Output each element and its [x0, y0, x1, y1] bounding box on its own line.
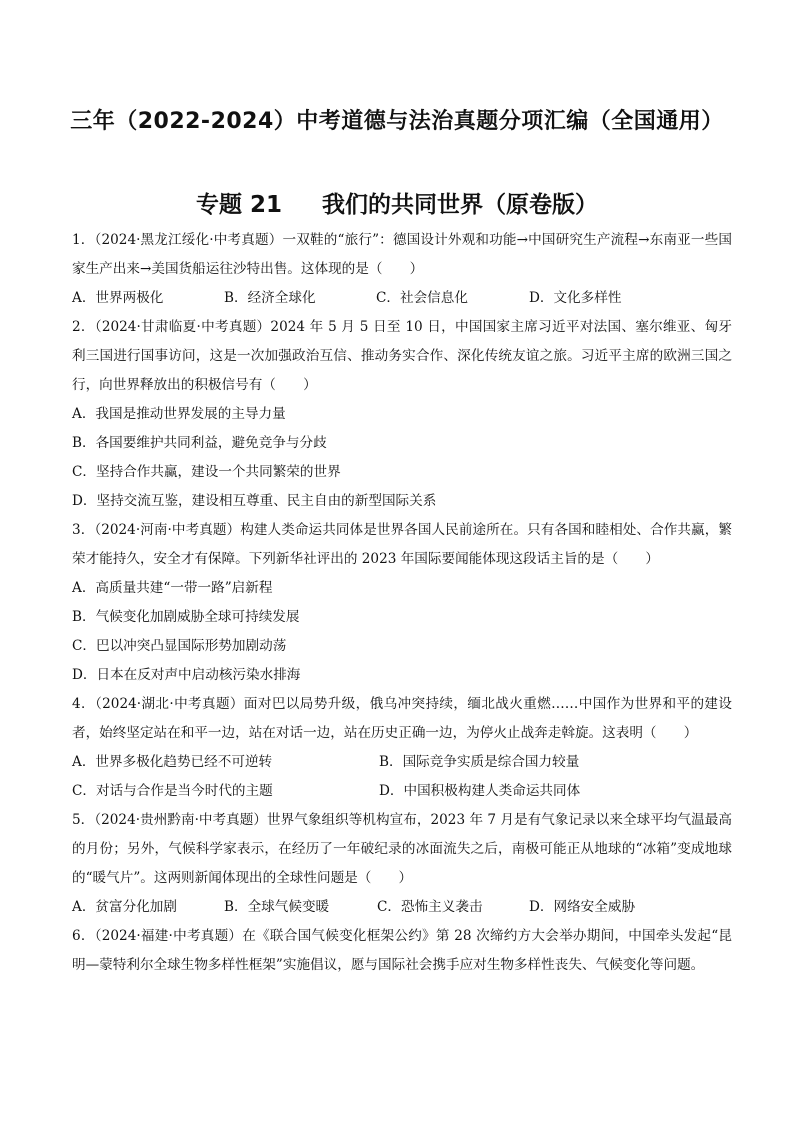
option-d: D．网络安全威胁: [529, 899, 636, 915]
question-list: [72, 226, 732, 980]
question-text: 2．（2024·甘肃临夏·中考真题）2024 年 5 月 5 日至 10 日，中国国家主席习近平对法国、塞尔维亚、匈牙利三国进行国事访问，这是一次加强政治互信、推动务实合作、深化传统友谊之旅。习近平主席的欧洲三国之行，向世界释放出的积极信号有（ ）: [72, 319, 732, 393]
option-d: D．中国积极构建人类命运共同体: [379, 783, 581, 799]
option-b: B．经济全球化: [224, 290, 316, 306]
question-text: 3．（2024·河南·中考真题）构建人类命运共同体是世界各国人民前途所在。只有各国和睦相处、合作共赢，繁荣才能持久，安全才有保障。下列新华社评出的 2023 年国际要闻能体现这段话主旨的是（ ）: [72, 522, 732, 567]
option-a: A．高质量共建“一带一路”启新程: [72, 580, 273, 596]
option-d: D．文化多样性: [529, 290, 622, 306]
option-c: C．社会信息化: [376, 290, 468, 306]
option-d: D．日本在反对声中启动核污染水排海: [72, 667, 301, 683]
topic-number: 专题 21: [195, 192, 282, 218]
document-title: 三年（2022-2024）中考道德与法治真题分项汇编（全国通用）: [70, 109, 724, 134]
option-c: C．巴以冲突凸显国际形势加剧动荡: [72, 638, 287, 654]
question-6: [72, 922, 732, 980]
question-1: [72, 226, 732, 313]
option-b: B．各国要维护共同利益，避免竞争与分歧: [72, 435, 327, 451]
option-b: B．国际竞争实质是综合国力较量: [379, 754, 580, 770]
option-c: C．坚持合作共赢，建设一个共同繁荣的世界: [72, 464, 341, 480]
option-a: A．世界多极化趋势已经不可逆转: [72, 754, 273, 770]
option-a: A．我国是推动世界发展的主导力量: [72, 406, 286, 422]
option-row: [72, 748, 732, 777]
question-3: [72, 516, 732, 690]
option-a: A．世界两极化: [72, 290, 164, 306]
option-c: C．对话与合作是当今时代的主题: [72, 783, 273, 799]
option-d: D．坚持交流互鉴，建设相互尊重、民主自由的新型国际关系: [72, 493, 437, 509]
option-b: B．全球气候变暖: [224, 899, 330, 915]
question-text: 1．（2024·黑龙江绥化·中考真题）一双鞋的“旅行”：德国设计外观和功能→中国研究生产流程→东南亚一些国家生产出来→美国货船运往沙特出售。这体现的是（ ）: [72, 232, 732, 277]
option-b: B．气候变化加剧威胁全球可持续发展: [72, 609, 300, 625]
topic-title: [0, 186, 794, 219]
question-2: [72, 313, 732, 516]
option-row: [72, 893, 732, 922]
option-row: [72, 777, 732, 806]
question-text: 4．（2024·湖北·中考真题）面对巴以局势升级，俄乌冲突持续，缅北战火重燃……中国作为世界和平的建设者，始终坚定站在和平一边，站在对话一边，站在历史正确一边，为停火止战奔走斡旋。这表明（ ）: [72, 696, 732, 741]
question-5: [72, 806, 732, 922]
option-a: A．贫富分化加剧: [72, 899, 177, 915]
question-text: 6．（2024·福建·中考真题）在《联合国气候变化框架公约》第 28 次缔约方大会举办期间，中国牵头发起“昆明—蒙特利尔全球生物多样性框架”实施倡议，愿与国际社会携手应对生物多样性丧失、气候变化等问题。: [72, 928, 732, 973]
question-text: 5．（2024·贵州黔南·中考真题）世界气象组织等机构宣布，2023 年 7 月是有气象记录以来全球平均气温最高的月份；另外，气候科学家表示，在经历了一年破纪录的冰面流失之后，南极可能正从地球的“冰箱”变成地球的“暖气片”。这两则新闻体现出的全球性问题是（ ）: [72, 812, 732, 886]
option-row: [72, 284, 732, 313]
question-4: [72, 690, 732, 806]
topic-name: 我们的共同世界（原卷版）: [322, 192, 598, 218]
option-c: C．恐怖主义袭击: [377, 899, 483, 915]
